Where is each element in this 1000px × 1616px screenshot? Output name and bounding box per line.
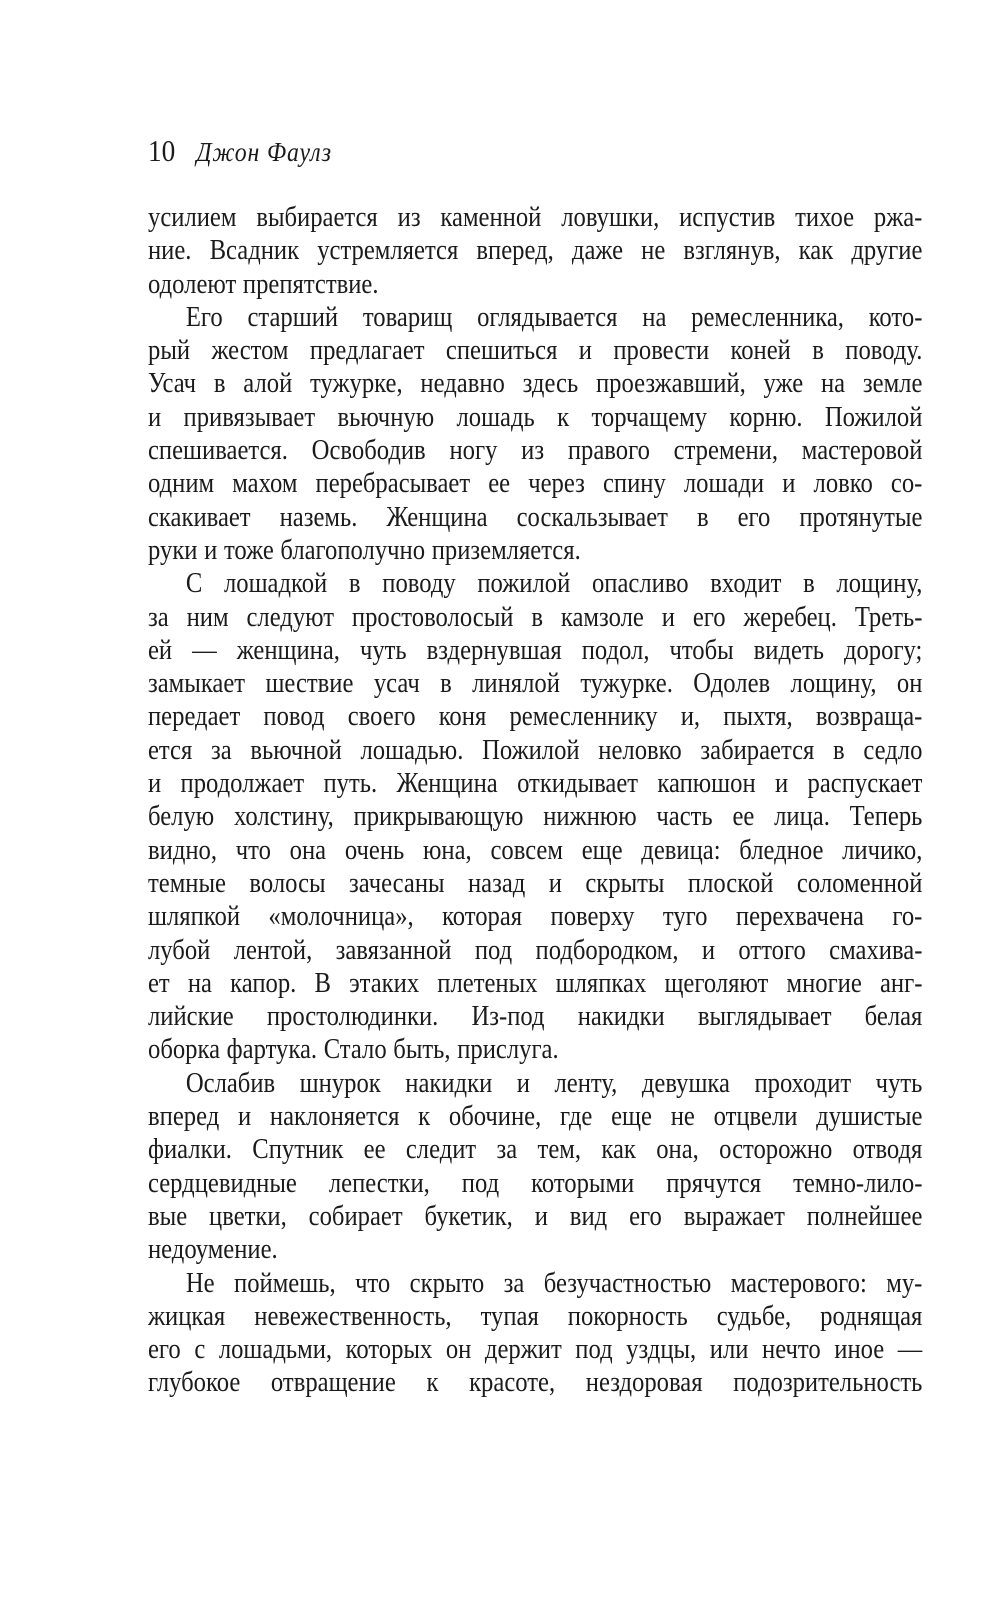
paragraph-2-line-8: руки и тоже благополучно приземляется. — [148, 534, 581, 566]
running-head — [148, 133, 922, 169]
paragraph-4-line-5: вые цветки, собирает букетик, и вид его выражает полнейшее — [148, 1200, 923, 1232]
paragraph-3-line-11: шляпкой «молочница», которая поверху туго перехвачена го- — [148, 901, 923, 933]
paragraph-3-line-15: оборка фартука. Стало быть, прислуга. — [148, 1034, 559, 1066]
paragraph-4-line-1: Ослабив шнурок накидки и ленту, девушка проходит чуть — [185, 1067, 923, 1099]
paragraph-3-line-14: лийские простолюдинки. Из-под накидки выглядывает белая — [148, 1001, 923, 1033]
page-number: 10 — [148, 133, 176, 168]
paragraph-1-line-2: ние. Всадник устремляется вперед, даже не взглянув, как другие — [148, 235, 923, 267]
body-text — [148, 201, 922, 1400]
paragraph-2-line-3: Усач в алой тужурке, недавно здесь проезжавший, уже на земле — [148, 368, 923, 400]
paragraph-4-line-4: сердцевидные лепестки, под которыми прячутся темно-лило- — [148, 1167, 923, 1199]
paragraph-3-line-1: С лошадкой в поводу пожилой опасливо входит в лощину, — [185, 568, 923, 600]
paragraph-3-line-6: ется за вьючной лошадью. Пожилой неловко забирается в седло — [148, 734, 923, 766]
running-head-author: Джон Фаулз — [196, 137, 332, 167]
paragraph-5-line-2: жицкая невежественность, тупая покорность судьбе, роднящая — [148, 1300, 923, 1332]
paragraph-1-line-1: усилием выбирается из каменной ловушки, испустив тихое ржа- — [148, 202, 923, 233]
paragraph-3-line-13: ет на капор. В этаких плетеных шляпках щеголяют многие анг- — [148, 967, 923, 999]
paragraph-3-line-3: ей — женщина, чуть вздернувшая подол, чтобы видеть дорогу; — [148, 634, 923, 666]
paragraph-3-line-10: темные волосы зачесаны назад и скрыты плоской соломенной — [148, 867, 923, 899]
paragraph-5-line-3: его с лошадьми, которых он держит под уздцы, или нечто иное — — [148, 1334, 923, 1366]
paragraph-2-line-1: Его старший товарищ оглядывается на ремесленника, кото- — [185, 301, 923, 333]
paragraph-2-line-6: одним махом перебрасывает ее через спину лошади и ловко со- — [148, 468, 923, 500]
paragraph-3-line-4: замыкает шествие усач в линялой тужурке. Одолев лощину, он — [148, 668, 923, 700]
paragraph-2-line-4: и привязывает вьючную лошадь к торчащему корню. Пожилой — [148, 401, 923, 433]
paragraph-4-line-3: фиалки. Спутник ее следит за тем, как она, осторожно отводя — [148, 1134, 923, 1166]
paragraph-3-line-12: лубой лентой, завязанной под подбородком, и оттого смахива- — [148, 934, 923, 966]
paragraph-2-line-2: рый жестом предлагает спешиться и провести коней в поводу. — [148, 335, 923, 367]
paragraph-3-line-5: передает повод своего коня ремесленнику и, пыхтя, возвраща- — [148, 701, 923, 733]
paragraph-3-line-9: видно, что она очень юна, совсем еще девица: бледное личико, — [148, 834, 923, 866]
paragraph-4-line-2: вперед и наклоняется к обочине, где еще не отцвели душистые — [148, 1101, 923, 1133]
paragraph-3-line-2: за ним следуют простоволосый в камзоле и его жеребец. Треть- — [148, 601, 923, 633]
paragraph-2-line-7: скакивает наземь. Женщина соскальзывает в его протянутые — [148, 501, 923, 533]
page-content — [148, 133, 922, 1400]
paragraph-5-line-1: Не поймешь, что скрыто за безучастностью мастерового: му- — [185, 1267, 923, 1299]
paragraph-1-line-3: одолеют препятствие. — [148, 268, 379, 300]
paragraph-2-line-5: спешивается. Освободив ногу из правого стремени, мастеровой — [148, 435, 923, 467]
paragraph-3-line-7: и продолжает путь. Женщина откидывает капюшон и распускает — [148, 768, 923, 800]
paragraph-3-line-8: белую холстину, прикрывающую нижнюю часть ее лица. Теперь — [148, 801, 923, 833]
paragraph-5-line-4: глубокое отвращение к красоте, нездоровая подозрительность — [148, 1367, 923, 1399]
paragraph-4-line-6: недоумение. — [148, 1234, 278, 1266]
